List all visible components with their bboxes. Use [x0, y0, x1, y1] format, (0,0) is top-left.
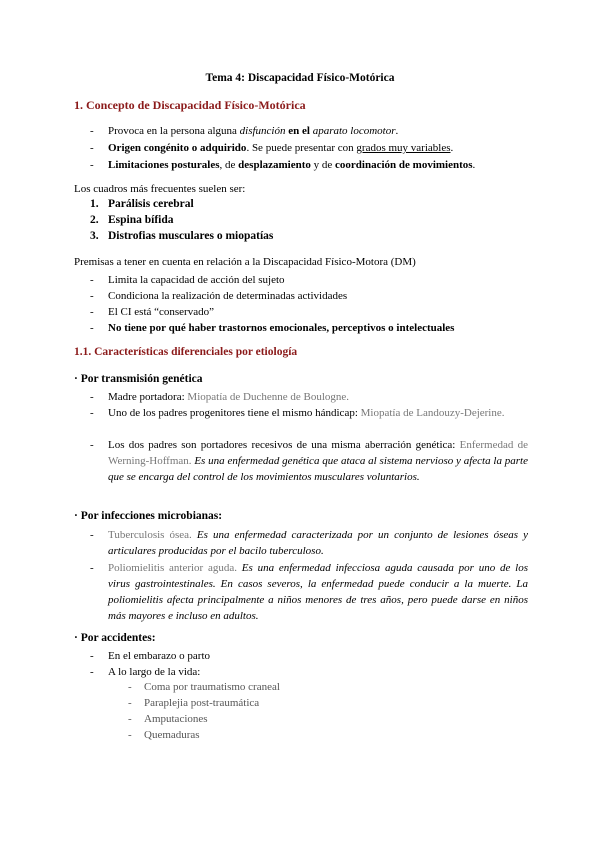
- section-heading-etiology: 1.1. Características diferenciales por etiología: [74, 346, 298, 358]
- subheading-infections: · Por infecciones microbianas:: [74, 510, 223, 522]
- subheading-accidents: · Por accidentes:: [74, 632, 156, 644]
- section-heading-concept: 1. Concepto de Discapacidad Físico-Motórica: [74, 98, 306, 112]
- page-title: Tema 4: Discapacidad Físico-Motórica: [205, 72, 395, 84]
- document-page: Tema 4: Discapacidad Físico-Motórica 1. Concepto de Discapacidad Físico-Motórica - Provoca en la persona alguna disfunción en el aparato locomotor. - Origen congénito o adquirido. Se puede presentar con grados muy variables. - Limitaciones posturales, de desplazamiento y de coordinación de movimientos. Los cuadros más frecuentes suelen ser: 1. Parálisis cerebral 2. Espina bífida 3. Distrofias musculares o miopatías Premisas a tener en cuenta en relación a la Discapacidad Físico-Motora (DM) - Limita la capacidad de acción del sujeto - Condiciona la realización de determinadas actividades - El CI está “conservado” - No tiene por qué haber trastornos emocionales, perceptivos o intelectuales 1.1. Características diferenciales por etiología · Por transmisión genética - Madre portadora: Miopatía de Duchenne de Boulogne. - Uno de los padres progenitores tiene el mismo hándicap: Miopatía de Landouzy-Dejerine. - Los dos padres son portadores recesivos de una misma aberración genética: Enfermedad de Werning-Hoffman. Es una enfermedad genética que ataca al sistema nervioso y afecta la parte que se encarga del control de los movimientos musculares voluntarios. · Por infecciones microbianas: - Tuberculosis ósea. Es una enfermedad caracterizada por un conjunto de lesiones óseas y articulares producidas por el bacilo tuberculoso. - Poliomielitis anterior aguda. Es una enfermedad infecciosa aguda causada por uno de los virus gastrointestinales. En casos severos, la enfermedad puede conducir a la muerte. La poliomielitis afecta principalmente a niños menores de tres años, pero puede darse en niños más mayores e incluso en adultos. · Por accidentes: - En el embarazo o parto - A lo largo de la vida: - Coma por traumatismo craneal - Paraplejia post-traumática - Amputaciones - Quemaduras: [0, 0, 600, 848]
- premises-intro: Premisas a tener en cuenta en relación a la Discapacidad Físico-Motora (DM): [74, 256, 416, 268]
- frequent-intro: Los cuadros más frecuentes suelen ser:: [74, 183, 246, 195]
- subheading-genetic: · Por transmisión genética: [74, 373, 203, 385]
